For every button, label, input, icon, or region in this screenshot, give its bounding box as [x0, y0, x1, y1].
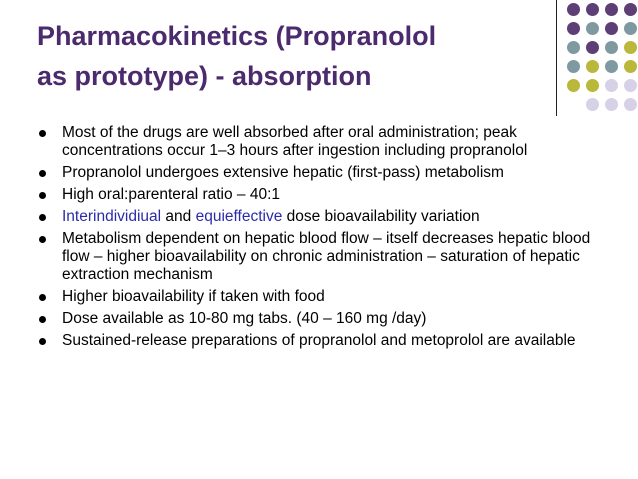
bullet-text: Dose available as 10-80 mg tabs. (40 – 160 mg /day) [62, 310, 427, 327]
title-line-2: as prototype) - absorption [37, 61, 372, 91]
bullet-item [37, 164, 617, 182]
decor-dot [605, 22, 618, 35]
bullet-item [37, 208, 617, 226]
decor-dot [586, 98, 599, 111]
bullet-text: dose bioavailability variation [282, 208, 480, 225]
decor-dot [586, 79, 599, 92]
decor-dot [586, 22, 599, 35]
bullet-text: Sustained-release preparations of propranolol and metoprolol are available [62, 332, 576, 349]
bullet-dot-icon [39, 130, 46, 137]
highlighted-term: equieffective [195, 208, 283, 225]
bullet-dot-icon [39, 236, 46, 243]
bullet-item [37, 124, 617, 160]
decor-dot [567, 3, 580, 16]
bullet-text: High oral:parenteral ratio – 40:1 [62, 186, 280, 203]
bullet-dot-icon [39, 316, 46, 323]
highlighted-term: Interindividiual [62, 208, 162, 225]
decor-dot [567, 79, 580, 92]
decor-dot [586, 60, 599, 73]
decor-dot [624, 98, 637, 111]
bullet-item [37, 310, 617, 328]
bullet-item [37, 332, 617, 350]
decor-dot [624, 22, 637, 35]
decor-dot [605, 98, 618, 111]
decor-dot [605, 60, 618, 73]
decor-dot [605, 3, 618, 16]
bullet-item [37, 186, 617, 204]
bullet-text: Metabolism dependent on hepatic blood flow – itself decreases hepatic blood flow – higher bioavailability on chronic administration – saturation of hepatic extraction mechanism [62, 230, 591, 283]
bullet-dot-icon [39, 338, 46, 345]
bullet-dot-icon [39, 294, 46, 301]
decor-dot [567, 22, 580, 35]
decor-dot [605, 79, 618, 92]
bullet-text: Higher bioavailability if taken with food [62, 288, 325, 305]
decor-dot [586, 3, 599, 16]
decor-dot [624, 3, 637, 16]
bullet-dot-icon [39, 170, 46, 177]
bullet-text: Propranolol undergoes extensive hepatic (first-pass) metabolism [62, 164, 504, 181]
bullet-text: Most of the drugs are well absorbed after oral administration; peak concentrations occur 1–3 hours after ingestion including propranolol [62, 124, 528, 159]
bullet-dot-icon [39, 192, 46, 199]
bullet-list [37, 124, 617, 354]
decor-dot [567, 60, 580, 73]
bullet-dot-icon [39, 214, 46, 221]
bullet-text: and [161, 208, 196, 225]
decor-dot [624, 60, 637, 73]
decor-dot [605, 41, 618, 54]
decor-dot [567, 41, 580, 54]
bullet-item [37, 288, 617, 306]
decor-dot [624, 41, 637, 54]
bullet-item [37, 230, 617, 284]
decor-dot [586, 41, 599, 54]
decorative-dot-grid [0, 0, 638, 120]
decor-dot [624, 79, 637, 92]
title-line-1: Pharmacokinetics (Propranolol [37, 21, 437, 51]
